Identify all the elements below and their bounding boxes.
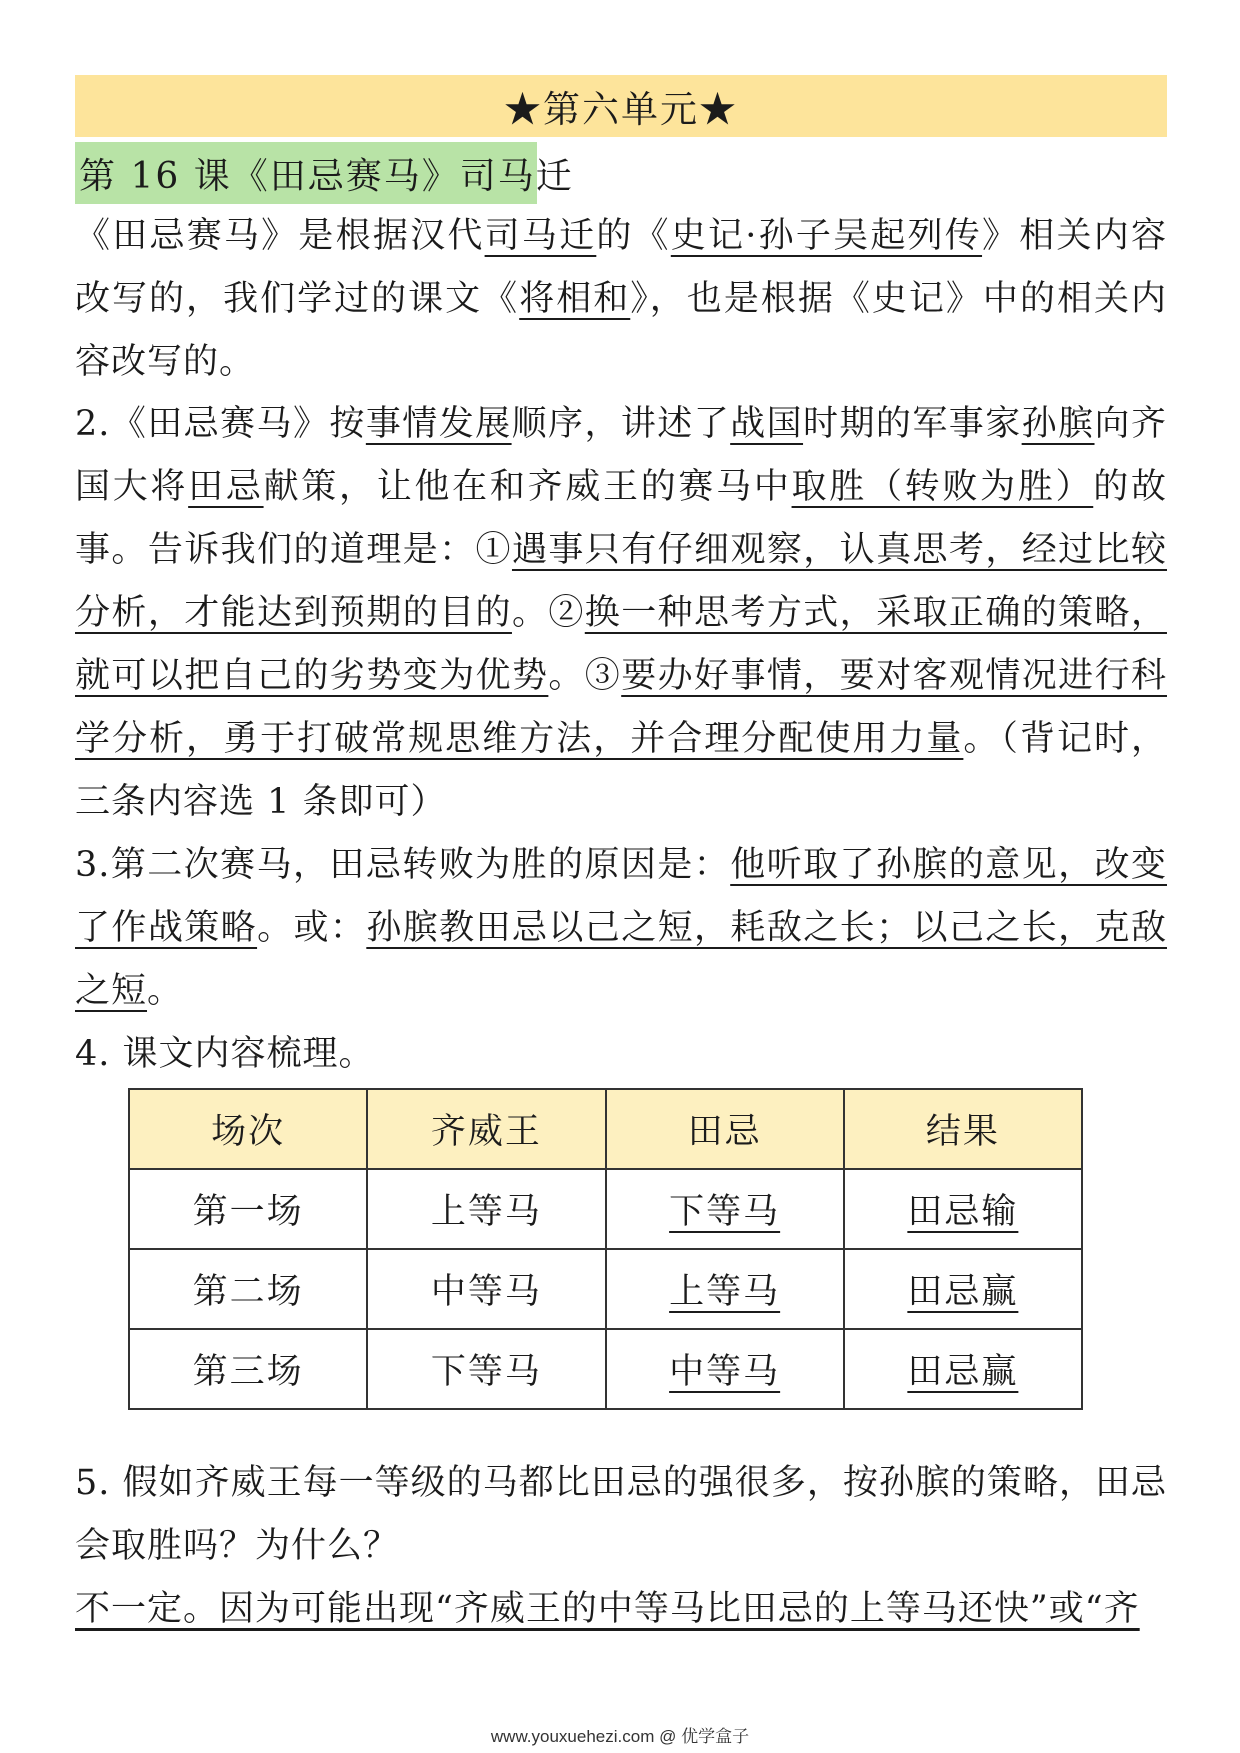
table-header-cell: 场次 bbox=[129, 1089, 367, 1169]
answer-underline: 要办好事情，要对客观情况进行科学分析，勇于打破常规思维方法，并合理分配使用力量 bbox=[75, 656, 1167, 759]
table-cell bbox=[606, 1169, 844, 1249]
table-cell bbox=[844, 1169, 1082, 1249]
paragraph-5 bbox=[75, 1452, 1167, 1641]
answer-underline: 他听取了孙膑的意见，改变了作战策略 bbox=[75, 845, 1167, 948]
answer-underline: 史记·孙子吴起列传 bbox=[670, 216, 983, 256]
paragraph-2 bbox=[75, 393, 1167, 834]
text: 。 bbox=[147, 971, 184, 1011]
section-heading: 4. 课文内容梳理。 bbox=[75, 1034, 375, 1074]
text: 献策，让他在和齐威王的赛马中 bbox=[263, 467, 792, 507]
text: 2.《田忌赛马》按 bbox=[75, 404, 366, 444]
table-cell: 中等马 bbox=[367, 1249, 605, 1329]
text: 3.第二次赛马，田忌转败为胜的原因是： bbox=[75, 845, 731, 885]
table-row bbox=[129, 1249, 1082, 1329]
table-row bbox=[129, 1169, 1082, 1249]
table-header-cell: 齐威王 bbox=[367, 1089, 605, 1169]
answer-underline: 中等马 bbox=[669, 1352, 781, 1392]
text: 的《 bbox=[596, 216, 671, 256]
table-cell bbox=[844, 1329, 1082, 1409]
paragraph-1 bbox=[75, 205, 1167, 394]
text: 的故事。告诉我们的道理是：① bbox=[75, 467, 1167, 570]
paragraph-4 bbox=[75, 1023, 1167, 1086]
table-cell: 第二场 bbox=[129, 1249, 367, 1329]
text: 。② bbox=[511, 593, 585, 633]
answer-underline: 田忌赢 bbox=[907, 1352, 1019, 1392]
table-cell bbox=[606, 1249, 844, 1329]
answer-underline: 田忌 bbox=[188, 467, 264, 507]
text: 。③ bbox=[548, 656, 622, 696]
table-header-row bbox=[129, 1089, 1082, 1169]
text: 顺序，讲述了 bbox=[511, 404, 731, 444]
text: 《田忌赛马》是根据汉代 bbox=[75, 216, 485, 256]
footer-watermark bbox=[0, 1722, 1240, 1747]
text: 》，也是根据《史记》中的相关内容改写的。 bbox=[75, 279, 1167, 382]
answer-underline: 战国 bbox=[730, 404, 804, 444]
text: 》相关内容改写的，我们学过的课文《 bbox=[75, 216, 1167, 319]
table-cell: 上等马 bbox=[367, 1169, 605, 1249]
answer-underline: 遇事只有仔细观察，认真思考，经过比较分析，才能达到预期的目的 bbox=[75, 530, 1167, 633]
lesson-title-banner bbox=[75, 142, 574, 204]
text: 时期的军事家 bbox=[803, 404, 1022, 444]
answer-underline: 孙膑 bbox=[1021, 404, 1095, 444]
table-row bbox=[129, 1329, 1082, 1409]
text: 向齐国大将 bbox=[75, 404, 1167, 507]
content-outline-table bbox=[128, 1088, 1083, 1410]
table-header-cell: 田忌 bbox=[606, 1089, 844, 1169]
answer-underline: 孙膑教田忌以己之短，耗敌之长；以己之长，克敌之短 bbox=[75, 908, 1167, 1011]
answer-underline: 司马迁 bbox=[484, 216, 597, 256]
answer-underline: 换一种思考方式，采取正确的策略，就可以把自己的劣势变为优势 bbox=[75, 593, 1167, 696]
unit-title: ★第六单元★ bbox=[504, 88, 738, 131]
answer-underline: 田忌赢 bbox=[907, 1272, 1019, 1312]
question-text: 5. 假如齐威王每一等级的马都比田忌的强很多，按孙膑的策略，田忌会取胜吗？为什么？ bbox=[75, 1463, 1167, 1566]
unit-title-banner bbox=[75, 75, 1167, 137]
lesson-title: 第 16 课《田忌赛马》司马迁 bbox=[79, 155, 574, 197]
answer-underline: 将相和 bbox=[519, 279, 631, 319]
table-header-cell: 结果 bbox=[844, 1089, 1082, 1169]
paragraph-3 bbox=[75, 834, 1167, 1023]
table-cell: 第三场 bbox=[129, 1329, 367, 1409]
answer-underline: 上等马 bbox=[669, 1272, 781, 1312]
table-cell: 第一场 bbox=[129, 1169, 367, 1249]
answer-underline: 不一定。因为可能出现“齐威王的中等马比田忌的上等马还快”或“齐 bbox=[75, 1589, 1140, 1629]
table-cell: 下等马 bbox=[367, 1329, 605, 1409]
footer-text: www.youxuehezi.com @ 优学盒子 bbox=[490, 1727, 750, 1746]
answer-underline: 取胜（转败为胜） bbox=[791, 467, 1094, 507]
answer-underline: 下等马 bbox=[669, 1192, 781, 1232]
answer-underline: 事情发展 bbox=[365, 404, 512, 444]
text: 。（背记时，三条内容选 1 条即可） bbox=[75, 719, 1167, 822]
table-cell bbox=[606, 1329, 844, 1409]
text: 。或： bbox=[257, 908, 367, 948]
answer-underline: 田忌输 bbox=[907, 1192, 1019, 1232]
table-cell bbox=[844, 1249, 1082, 1329]
